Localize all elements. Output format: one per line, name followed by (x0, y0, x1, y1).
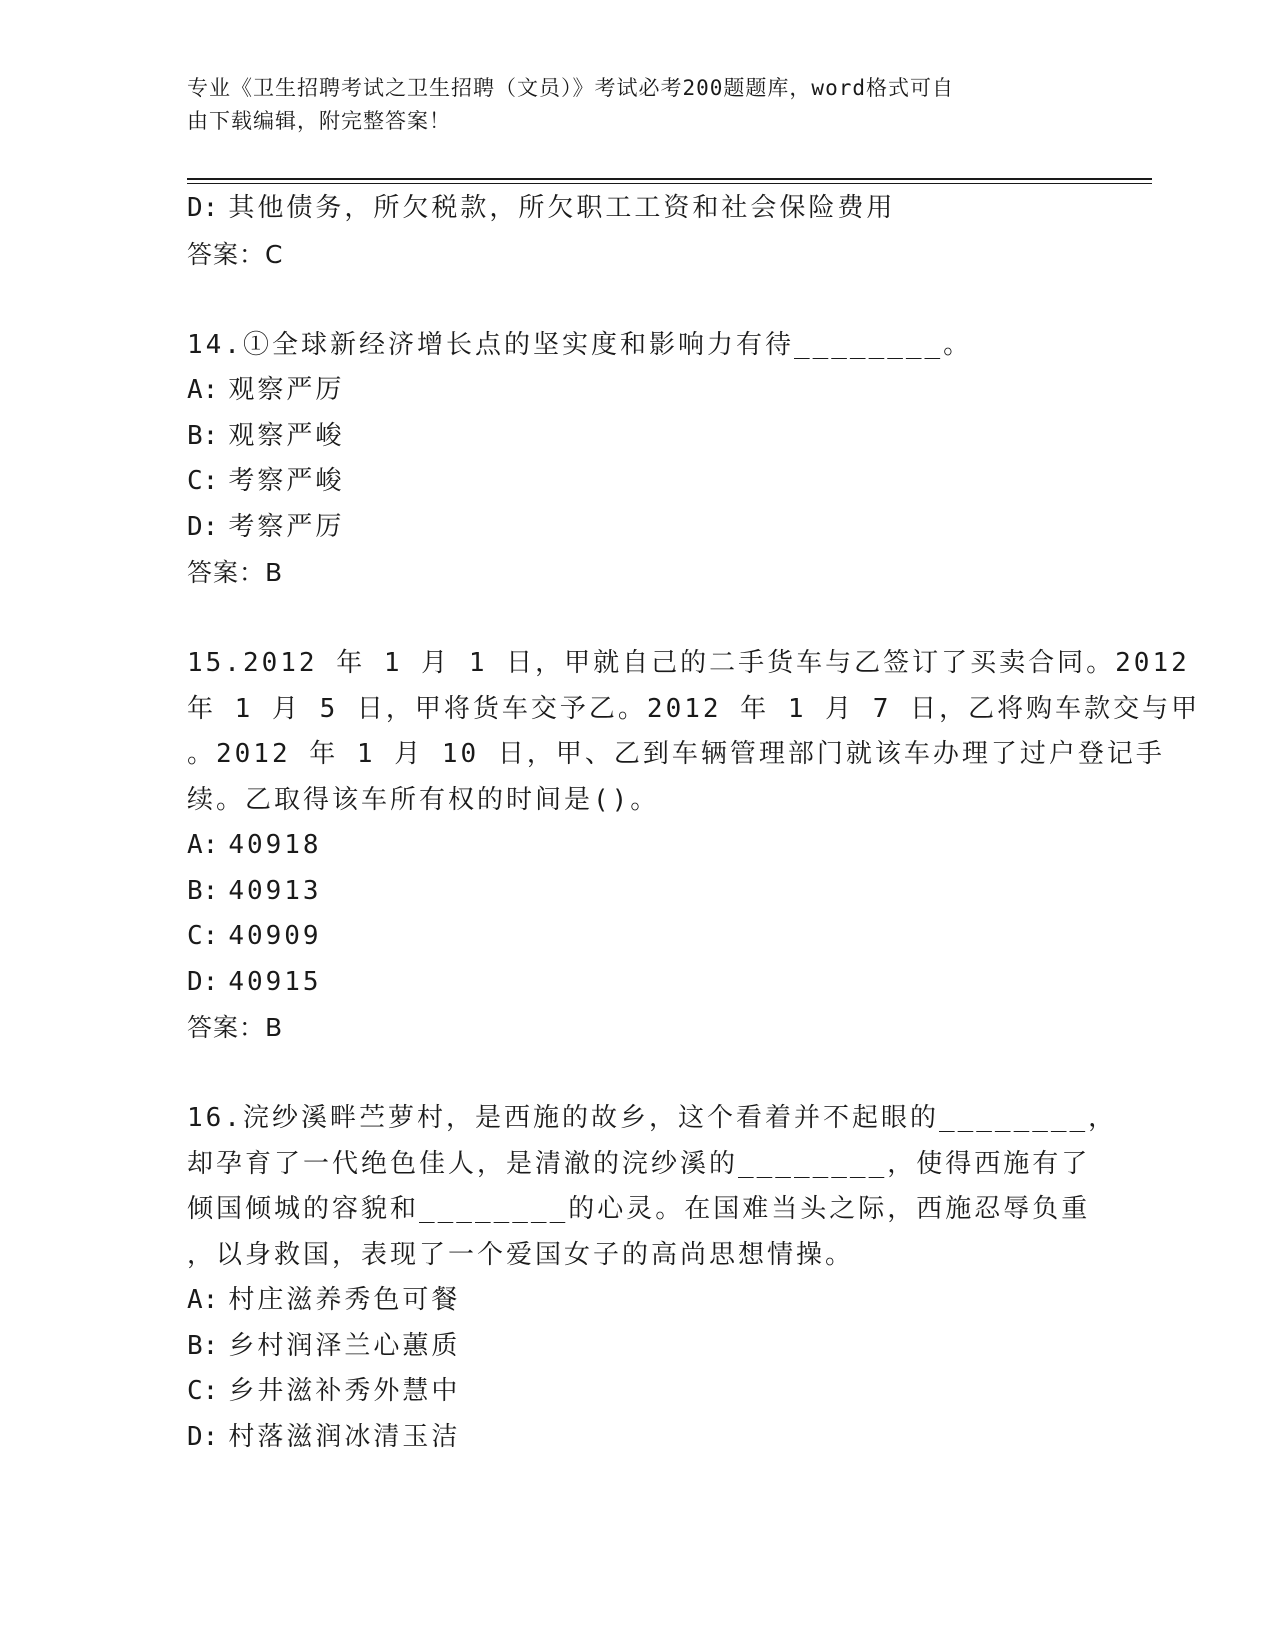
q15-stem-line-2: 年 1 月 5 日，甲将货车交予乙。2012 年 1 月 7 日，乙将购车款交与甲 (187, 693, 1201, 724)
option-label: C: (187, 466, 219, 496)
option-label: D: (187, 193, 219, 223)
option-text: 乡井滋补秀外慧中 (228, 1376, 461, 1406)
q16-option-a (187, 1278, 1087, 1324)
option-label: D: (187, 1421, 219, 1452)
option-text: 40913 (228, 875, 322, 906)
q16-option-d (187, 1415, 1087, 1461)
option-text: 观察严厉 (228, 375, 345, 405)
q15-stem-line-3: 。2012 年 1 月 10 日，甲、乙到车辆管理部门就该车办理了过户登记手 (187, 739, 1165, 769)
q15-answer: 答案：B (187, 1013, 284, 1042)
q15-option-b (187, 869, 1087, 915)
prev-answer: 答案：C (187, 239, 284, 269)
q15-option-d (187, 960, 1087, 1006)
option-text: 其他债务，所欠税款，所欠职工工资和社会保险费用 (228, 193, 896, 223)
q16-stem-line-1: 16.浣纱溪畔苎萝村，是西施的故乡，这个看着并不起眼的________， (187, 1103, 1118, 1133)
option-text: 乡村润泽兰心蕙质 (228, 1330, 461, 1361)
q16-stem-line-3: 倾国倾城的容貌和________的心灵。在国难当头之际，西施忍辱负重 (187, 1194, 1091, 1224)
prev-option-d (187, 186, 1087, 232)
question-content (187, 186, 1201, 1460)
option-label: A: (187, 1285, 219, 1315)
option-text: 村庄滋养秀色可餐 (228, 1285, 461, 1315)
q14-option-b (187, 414, 1087, 460)
q14-option-d (187, 505, 1087, 551)
spacer (187, 596, 1087, 642)
q14-option-a (187, 368, 1087, 414)
option-label: A: (187, 375, 219, 405)
q15-option-a (187, 823, 1087, 869)
option-label: D: (187, 511, 219, 542)
header-line-1: 专业《卫生招聘考试之卫生招聘（文员）》考试必考200题题库，word格式可自 (187, 76, 954, 100)
option-text: 40915 (228, 966, 322, 997)
option-label: B: (187, 875, 219, 906)
q15-option-c (187, 914, 1087, 960)
q15-stem-line-4: 续。乙取得该车所有权的时间是()。 (187, 784, 660, 815)
option-label: B: (187, 420, 219, 451)
option-label: A: (187, 830, 219, 860)
option-label: C: (187, 921, 219, 951)
q16-option-b (187, 1324, 1087, 1370)
option-label: D: (187, 966, 219, 997)
spacer (187, 1051, 1087, 1097)
page-header (187, 72, 1067, 138)
option-text: 考察严峻 (228, 466, 345, 496)
header-line-2: 由下载编辑，附完整答案！ (187, 109, 451, 133)
q14-stem: 14.①全球新经济增长点的坚实度和影响力有待________。 (187, 329, 973, 360)
q14-option-c (187, 459, 1087, 505)
q14-answer: 答案：B (187, 558, 284, 587)
header-divider-thin (187, 183, 1152, 184)
option-text: 40918 (228, 830, 322, 860)
spacer (187, 277, 1087, 323)
q16-stem-line-4: ，以身救国，表现了一个爱国女子的高尚思想情操。 (187, 1239, 855, 1270)
q16-option-c (187, 1369, 1087, 1415)
q16-stem-line-2: 却孕育了一代绝色佳人，是清澈的浣纱溪的________，使得西施有了 (187, 1148, 1091, 1179)
option-text: 观察严峻 (228, 420, 345, 451)
q15-stem-line-1: 15.2012 年 1 月 1 日，甲就自己的二手货车与乙签订了买卖合同。2012 (187, 648, 1190, 678)
header-divider-thick (187, 178, 1152, 180)
option-text: 村落滋润冰清玉洁 (228, 1421, 461, 1452)
option-label: C: (187, 1376, 219, 1406)
option-label: B: (187, 1330, 219, 1361)
option-text: 40909 (228, 921, 322, 951)
option-text: 考察严厉 (228, 511, 345, 542)
